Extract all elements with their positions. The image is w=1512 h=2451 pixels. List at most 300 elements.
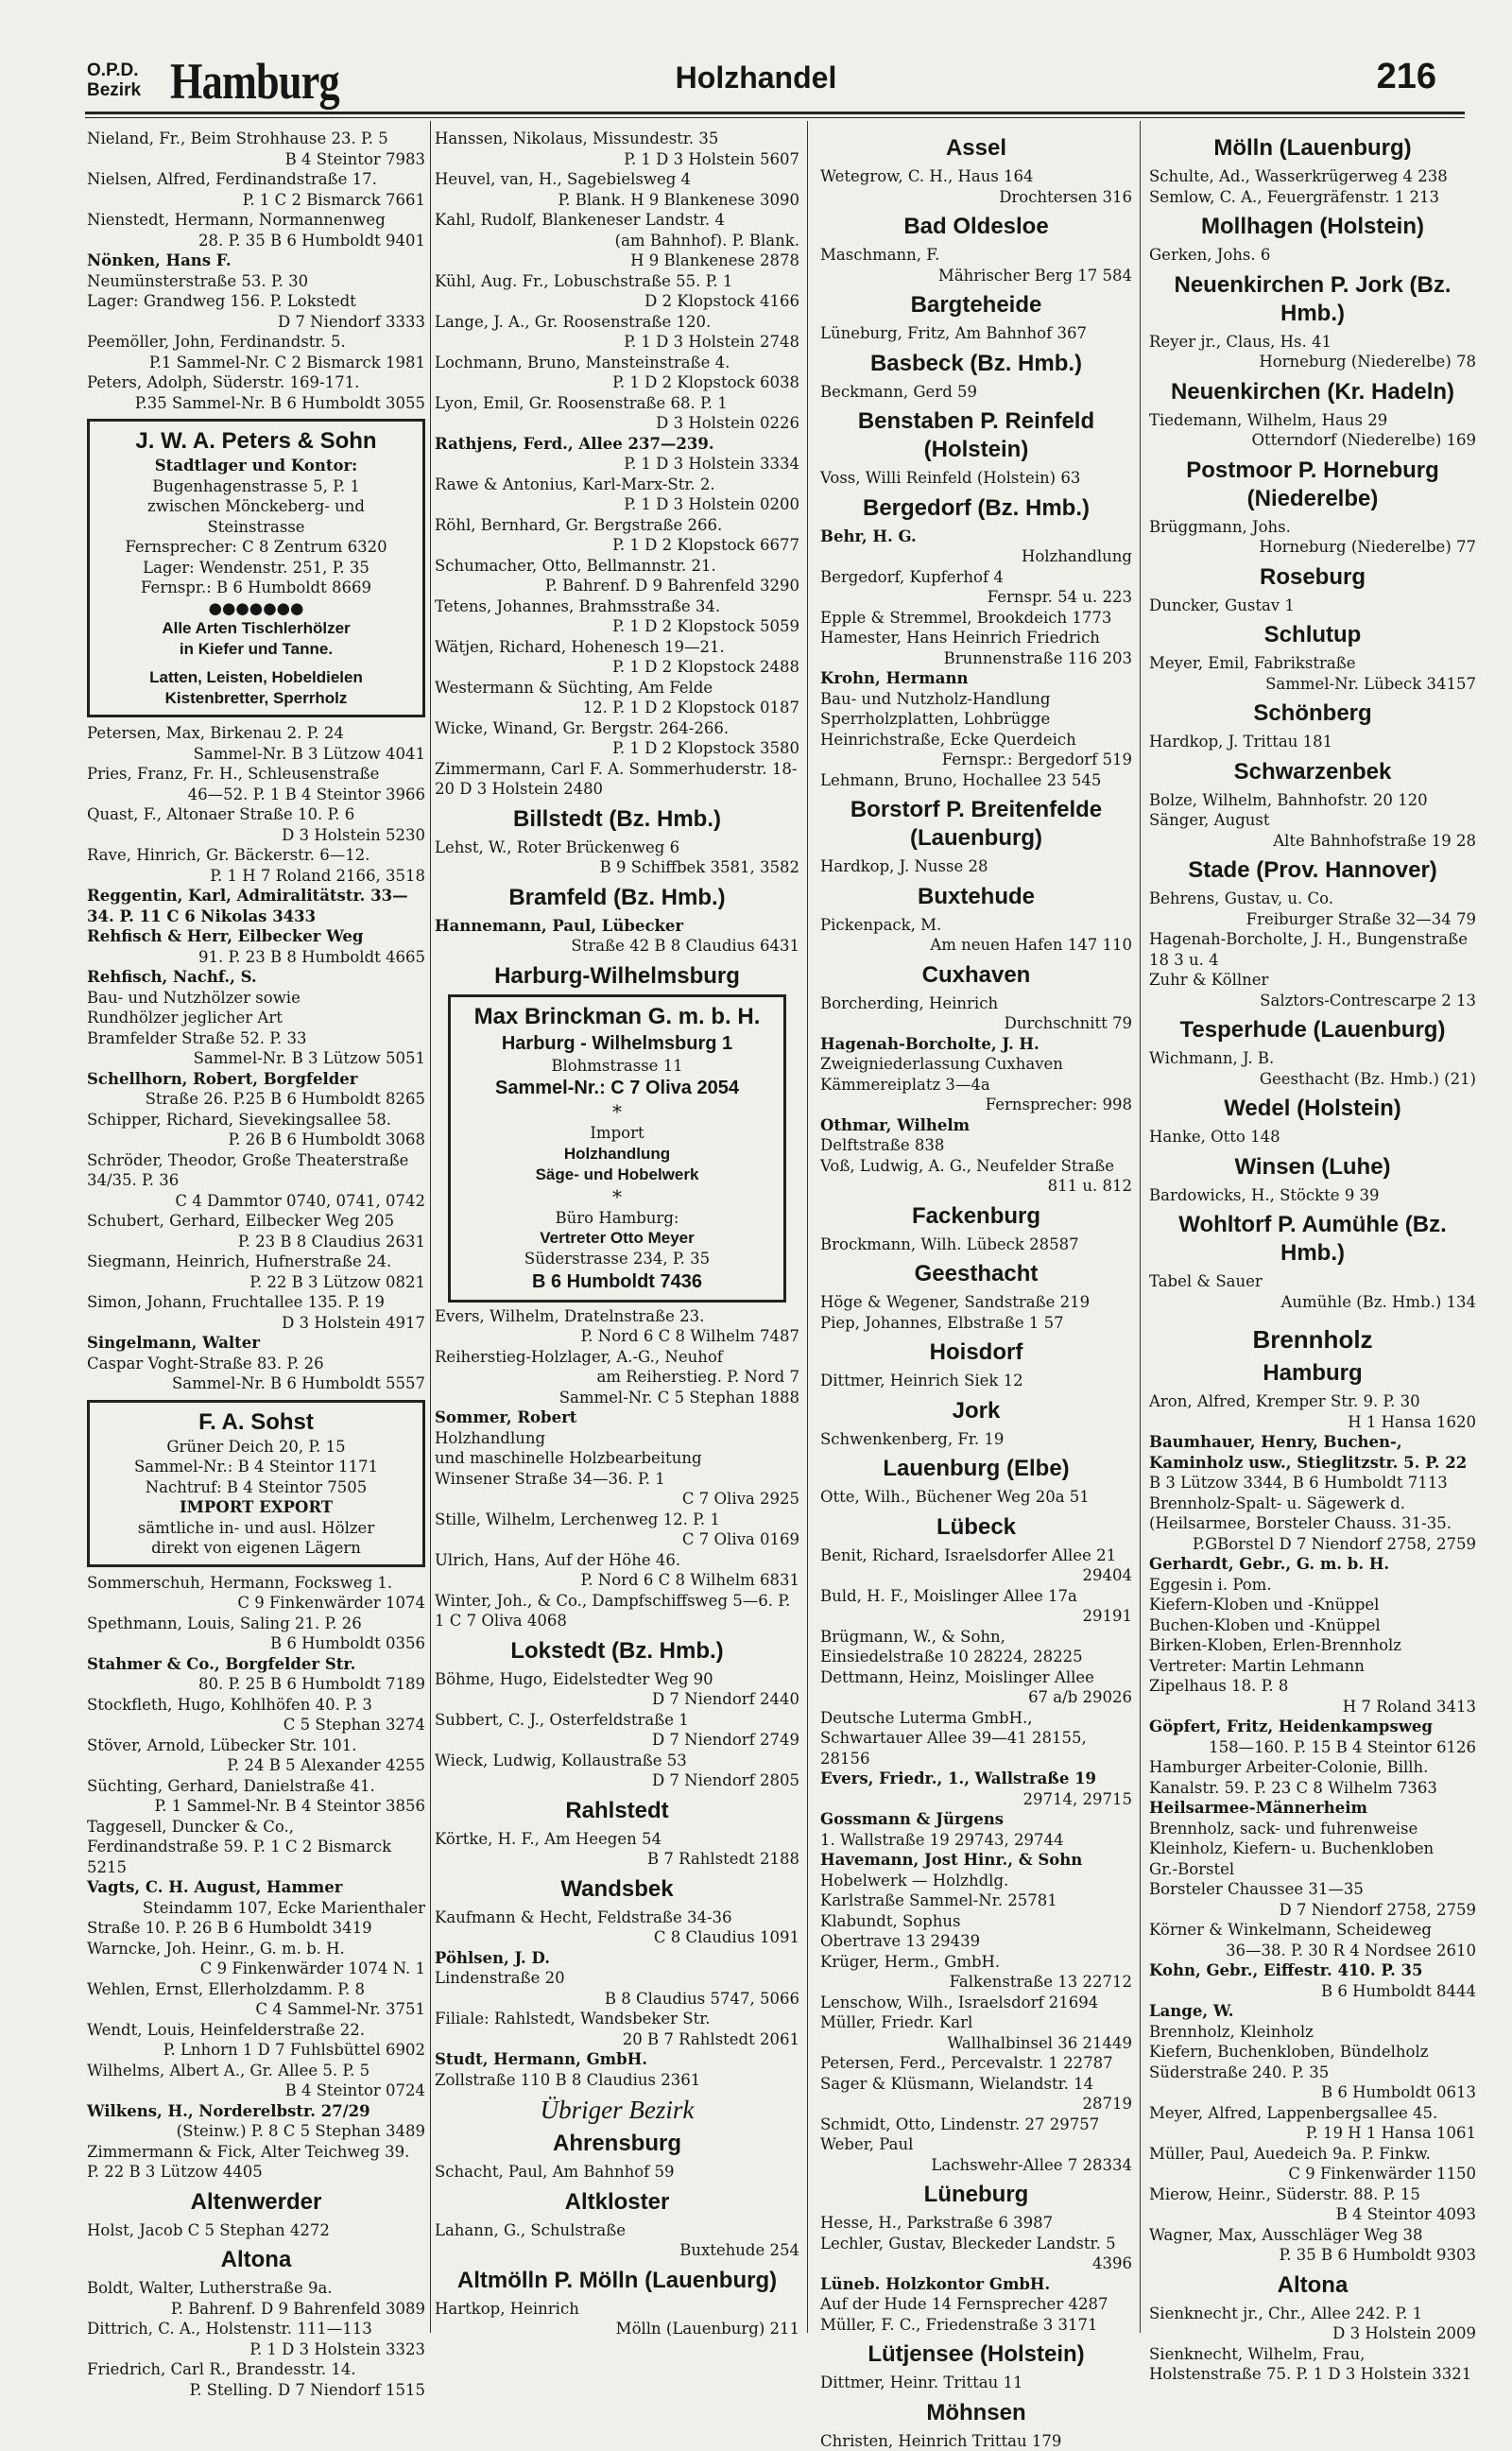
ad-star: * xyxy=(458,1185,776,1208)
entry-text: Dettmann, Heinz, Moislinger Allee xyxy=(820,1667,1132,1688)
entry-text: Brennholz, sack- und fuhrenweise xyxy=(1149,1819,1476,1839)
directory-entry xyxy=(820,546,1132,567)
entry-detail: Straße 42 B 8 Claudius 6431 xyxy=(435,936,799,957)
entry-detail: B 4 Steintor 0724 xyxy=(87,2080,425,2101)
entry-detail: B 4 Steintor 7983 xyxy=(87,149,425,170)
entry-detail: Buxtehude 254 xyxy=(435,2240,799,2261)
directory-entry xyxy=(435,1550,799,1591)
directory-entry xyxy=(435,2220,799,2261)
directory-entry xyxy=(1149,1635,1476,1656)
ad-line: Sammel-Nr.: C 7 Oliva 2054 xyxy=(458,1076,776,1100)
directory-entry xyxy=(435,271,799,312)
directory-entry xyxy=(435,556,799,596)
entry-text: Brennholz-Spalt- u. Sägewerk d. (Heilsarmee, Borsteler Chauss. 31-35. xyxy=(1149,1493,1476,1534)
entry-text: Lüneb. Holzkontor GmbH. xyxy=(820,2274,1132,2295)
directory-entry xyxy=(435,759,799,800)
entry-detail: P. 1 D 2 Klopstock 3580 xyxy=(435,738,799,759)
entry-text: Delftstraße 838 xyxy=(820,1135,1132,1156)
directory-entry xyxy=(87,1573,425,1614)
directory-entry xyxy=(1149,929,1476,970)
directory-entry xyxy=(1149,1859,1476,1880)
ad-line: Blohmstrasse 11 xyxy=(458,1056,776,1077)
directory-entry xyxy=(820,608,1132,629)
directory-entry xyxy=(87,988,425,1009)
directory-entry xyxy=(820,2294,1132,2315)
directory-entry xyxy=(435,637,799,678)
place-heading: Roseburg xyxy=(1149,563,1476,592)
entry-text: Reyer jr., Claus, Hs. 41 xyxy=(1149,332,1476,353)
entry-detail: Aumühle (Bz. Hmb.) 134 xyxy=(1149,1292,1476,1313)
entry-text: Wendt, Louis, Heinfelderstraße 22. xyxy=(87,2020,425,2041)
directory-entry xyxy=(87,723,425,764)
entry-detail: Freiburger Straße 32—34 79 xyxy=(1149,909,1476,930)
entry-text: Mierow, Heinr., Süderstr. 88. P. 15 xyxy=(1149,2184,1476,2205)
directory-entry xyxy=(435,1448,799,1469)
place-heading: Harburg-Wilhelmsburg xyxy=(435,962,799,991)
ad-line: Latten, Leisten, Hobeldielen xyxy=(97,667,415,688)
ad-line: sämtliche in- und ausl. Hölzer xyxy=(97,1518,415,1539)
entry-text: Hamburger Arbeiter-Colonie, Billh. Kanalstr. 59. P. 23 C 8 Wilhelm 7363 xyxy=(1149,1757,1476,1798)
directory-entry xyxy=(435,250,799,271)
directory-entry xyxy=(1149,2103,1476,2144)
directory-entry xyxy=(1149,1615,1476,1636)
entry-text: Subbert, C. J., Osterfeldstraße 1 xyxy=(435,1710,799,1731)
entry-text: Gossmann & Jürgens xyxy=(820,1809,1132,1830)
directory-entry xyxy=(820,1993,1132,2013)
entry-text: Zweigniederlassung Cuxhaven xyxy=(820,1054,1132,1075)
entry-text: Süderstraße 240. P. 35 xyxy=(1149,2063,1476,2083)
entry-list xyxy=(435,1306,799,1631)
entry-detail: Straße 26. P.25 B 6 Humboldt 8265 xyxy=(87,1089,425,1110)
entry-text: Kaufmann & Hecht, Feldstraße 34-36 xyxy=(435,1907,799,1928)
directory-entry xyxy=(435,475,799,515)
directory-entry xyxy=(435,515,799,556)
directory-entry xyxy=(820,1034,1132,1055)
directory-entry xyxy=(1149,2144,1476,2184)
page-header xyxy=(0,0,1512,112)
ad-line: Bugenhagenstrasse 5, P. 1 xyxy=(97,476,415,497)
directory-entry xyxy=(87,271,425,292)
entry-text: Vagts, C. H. August, Hammer xyxy=(87,1877,425,1898)
directory-entry xyxy=(435,210,799,250)
directory-entry xyxy=(1149,1757,1476,1798)
directory-entry xyxy=(87,2061,425,2101)
place-heading: Lüneburg xyxy=(820,2181,1132,2209)
column-2 xyxy=(435,129,799,2331)
directory-entry xyxy=(1149,1838,1476,1859)
entry-text: Wichmann, J. B. xyxy=(1149,1048,1476,1069)
entry-text: Pickenpack, M. xyxy=(820,915,1132,936)
page-number: 216 xyxy=(1377,57,1436,97)
entry-text: Schumacher, Otto, Bellmannstr. 21. xyxy=(435,556,799,577)
ad-separator: ●●●●●●● xyxy=(97,598,415,619)
entry-text: Rathjens, Ferd., Allee 237—239. xyxy=(435,434,799,455)
place-heading: Fackenburg xyxy=(820,1202,1132,1231)
entry-detail: P. 1 D 3 Holstein 0200 xyxy=(435,494,799,515)
directory-entry xyxy=(820,2213,1132,2234)
entry-text: Caspar Voght-Straße 83. P. 26 xyxy=(87,1354,425,1374)
directory-entry xyxy=(87,2142,425,2183)
entry-detail: Sammel-Nr. Lübeck 34157 xyxy=(1149,674,1476,695)
entry-text: Hartkop, Heinrich xyxy=(435,2299,799,2320)
entry-text: Pöhlsen, J. D. xyxy=(435,1948,799,1969)
entry-text: Bardowicks, H., Stöckte 9 39 xyxy=(1149,1185,1476,1206)
entry-detail: Brunnenstraße 116 203 xyxy=(820,648,1132,669)
entry-text: Nienstedt, Hermann, Normannenweg xyxy=(87,210,425,231)
column-1 xyxy=(87,129,425,2331)
directory-entry xyxy=(87,2101,425,2142)
directory-entry xyxy=(820,2074,1132,2114)
entry-detail: P. Lnhorn 1 D 7 Fuhlsbüttel 6902 xyxy=(87,2040,425,2061)
directory-entry xyxy=(435,2070,799,2091)
directory-entry xyxy=(87,1654,425,1695)
entry-text: Dittmer, Heinr. Trittau 11 xyxy=(820,2373,1132,2393)
entry-text: Epple & Stremmel, Brookdeich 1773 xyxy=(820,608,1132,629)
entry-text: Duncker, Gustav 1 xyxy=(1149,595,1476,616)
place-heading: Altona xyxy=(87,2246,425,2274)
entry-detail: Mölln (Lauenburg) 211 xyxy=(435,2319,799,2339)
entry-text: Piep, Johannes, Elbstraße 1 57 xyxy=(820,1313,1132,1334)
section-title: Holzhandel xyxy=(0,60,1512,95)
entry-text: Hagenah-Borcholte, J. H. xyxy=(820,1034,1132,1055)
ad-title: Max Brinckman G. m. b. H. xyxy=(458,1003,776,1031)
entry-text: Krohn, Hermann xyxy=(820,668,1132,689)
entry-detail: B 7 Rahlstedt 2188 xyxy=(435,1849,799,1870)
entry-text: Müller, F. C., Friedenstraße 3 3171 xyxy=(820,2315,1132,2336)
ad-line: Lager: Wendenstr. 251, P. 35 xyxy=(97,558,415,578)
entry-detail: P. 1 D 2 Klopstock 6038 xyxy=(435,372,799,393)
entry-text: Röhl, Bernhard, Gr. Bergstraße 266. xyxy=(435,515,799,536)
directory-entry xyxy=(435,2299,799,2339)
directory-entry xyxy=(87,1877,425,1918)
entry-text: Rehfisch & Herr, Eilbecker Weg xyxy=(87,926,425,947)
entry-text: Tabel & Sauer xyxy=(1149,1271,1476,1292)
entry-text: Filiale: Rahlstedt, Wandsbeker Str. xyxy=(435,2009,799,2029)
entry-detail: 29714, 29715 xyxy=(820,1789,1132,1810)
entry-text: Stille, Wilhelm, Lerchenweg 12. P. 1 xyxy=(435,1510,799,1530)
entry-text: Körtke, H. F., Am Heegen 54 xyxy=(435,1829,799,1850)
directory-entry xyxy=(820,1292,1132,1313)
directory-entry xyxy=(820,382,1132,403)
directory-entry xyxy=(87,2220,425,2241)
directory-entry xyxy=(87,250,425,271)
opd-text: O.P.D. xyxy=(87,60,139,80)
entry-detail: C 7 Oliva 0169 xyxy=(435,1529,799,1550)
directory-entry xyxy=(87,1735,425,1776)
entry-text: Kohn, Gebr., Eiffestr. 410. P. 35 xyxy=(1149,1960,1476,1981)
ad-sohst xyxy=(87,1400,425,1567)
directory-entry xyxy=(820,2315,1132,2336)
entry-detail: (am Bahnhof). P. Blank. xyxy=(435,231,799,251)
entry-text: Havemann, Jost Hinr., & Sohn xyxy=(820,1850,1132,1871)
entry-text: Siegmann, Heinrich, Hufnerstraße 24. xyxy=(87,1251,425,1272)
entry-list xyxy=(1149,134,1476,1312)
place-heading: Hamburg xyxy=(1149,1359,1476,1388)
directory-entry xyxy=(87,1695,425,1735)
ad-line: Sammel-Nr.: B 4 Steintor 1171 xyxy=(97,1457,415,1477)
entry-text: Schröder, Theodor, Große Theaterstraße 34/35. P. 36 xyxy=(87,1150,425,1191)
entry-text: Heuvel, van, H., Sagebielsweg 4 xyxy=(435,169,799,190)
directory-entry xyxy=(435,2162,799,2183)
entry-detail: P. 1 D 3 Holstein 5607 xyxy=(435,149,799,170)
entry-detail: P.1 Sammel-Nr. C 2 Bismarck 1981 xyxy=(87,353,425,373)
directory-entry xyxy=(87,1028,425,1069)
directory-entry xyxy=(435,1968,799,1989)
entry-list xyxy=(435,1907,799,2091)
entry-detail: Drochtersen 316 xyxy=(820,187,1132,208)
entry-detail: Mährischer Berg 17 584 xyxy=(820,266,1132,286)
entry-text: Lenschow, Wilh., Israelsdorf 21694 xyxy=(820,1993,1132,2013)
place-heading: Lübeck xyxy=(820,1513,1132,1542)
entry-text: Lange, J. A., Gr. Roosenstraße 120. xyxy=(435,312,799,333)
entry-detail: D 3 Holstein 5230 xyxy=(87,825,425,846)
entry-text: Evers, Wilhelm, Dratelnstraße 23. xyxy=(435,1306,799,1327)
place-heading: Bargteheide xyxy=(820,291,1132,319)
entry-list xyxy=(435,2220,799,2261)
directory-entry xyxy=(1149,517,1476,558)
directory-entry xyxy=(87,291,425,332)
entry-detail: 36—38. P. 30 R 4 Nordsee 2610 xyxy=(1149,1941,1476,1961)
place-heading: Möhnsen xyxy=(820,2399,1132,2427)
place-heading: Billstedt (Bz. Hmb.) xyxy=(435,805,799,834)
directory-entry xyxy=(820,2373,1132,2393)
place-heading: Lokstedt (Bz. Hmb.) xyxy=(435,1637,799,1666)
entry-text: Taggesell, Duncker & Co., Ferdinandstraße 59. P. 1 C 2 Bismarck 5215 xyxy=(87,1817,425,1878)
directory-entry xyxy=(820,1115,1132,1136)
entry-text: Sperrholzplatten, Lohbrügge xyxy=(820,709,1132,730)
entry-detail: 29404 xyxy=(820,1565,1132,1586)
ad-line: Büro Hamburg: xyxy=(458,1208,776,1229)
entry-text: Brennholz, Kleinholz xyxy=(1149,2022,1476,2043)
entry-text: Sommer, Robert xyxy=(435,1407,799,1428)
entry-text: Boldt, Walter, Lutherstraße 9a. xyxy=(87,2278,425,2299)
place-heading: Jork xyxy=(820,1397,1132,1425)
directory-entry xyxy=(435,678,799,718)
entry-text: Sienknecht, Wilhelm, Frau, Holstenstraße 75. P. 1 D 3 Holstein 3321 xyxy=(1149,2344,1476,2385)
directory-entry xyxy=(1149,1798,1476,1819)
entry-text: Lechler, Gustav, Bleckeder Landstr. 5 xyxy=(820,2234,1132,2254)
entry-text: Baumhauer, Henry, Buchen-, Kaminholz usw., Stieglitzstr. 5. P. 22 xyxy=(1149,1432,1476,1473)
ad-line: Alle Arten Tischlerhölzer xyxy=(97,618,415,639)
entry-list xyxy=(1149,1391,1476,2266)
ad-line: Grüner Deich 20, P. 15 xyxy=(97,1437,415,1458)
ad-peters-sohn xyxy=(87,419,425,717)
directory-entry xyxy=(820,993,1132,1034)
column-3 xyxy=(820,129,1132,2331)
entry-text: Straße 10. P. 26 B 6 Humboldt 3419 xyxy=(87,1918,425,1939)
entry-text: Petersen, Ferd., Percevalstr. 1 22787 xyxy=(820,2053,1132,2074)
directory-entry xyxy=(1149,1656,1476,1677)
entry-text: Kleinholz, Kiefern- u. Buchenkloben xyxy=(1149,1838,1476,1859)
entry-detail: Holzhandlung xyxy=(820,546,1132,567)
entry-text: Wieck, Ludwig, Kollaustraße 53 xyxy=(435,1751,799,1771)
directory-entry xyxy=(1149,245,1476,266)
entry-list xyxy=(87,723,425,1394)
entry-detail: Steindamm 107, Ecke Marienthaler xyxy=(87,1898,425,1919)
entry-detail: Otterndorf (Niederelbe) 169 xyxy=(1149,430,1476,451)
directory-entry xyxy=(1149,1473,1476,1493)
directory-entry xyxy=(1149,595,1476,616)
entry-text: Quast, F., Altonaer Straße 10. P. 6 xyxy=(87,804,425,825)
entry-detail: P. 1 C 2 Bismarck 7661 xyxy=(87,190,425,211)
entry-text: Beckmann, Gerd 59 xyxy=(820,382,1132,403)
directory-entry xyxy=(820,526,1132,547)
entry-text: Hannemann, Paul, Lübecker xyxy=(435,916,799,937)
place-heading: Neuenkirchen (Kr. Hadeln) xyxy=(1149,378,1476,406)
directory-entry xyxy=(820,1627,1132,1667)
entry-list xyxy=(435,1829,799,1870)
directory-entry xyxy=(1149,1879,1476,1900)
directory-entry xyxy=(87,2020,425,2061)
entry-text: Maschmann, F. xyxy=(820,245,1132,266)
directory-entry xyxy=(87,1008,425,1028)
entry-detail: P. 19 H 1 Hansa 1061 xyxy=(1149,2123,1476,2144)
entry-text: Westermann & Süchting, Am Felde xyxy=(435,678,799,699)
entry-text: Kahl, Rudolf, Blankeneser Landstr. 4 xyxy=(435,210,799,231)
place-heading: Geesthacht xyxy=(820,1260,1132,1288)
ad-star: * xyxy=(458,1100,776,1123)
directory-entry xyxy=(820,770,1132,791)
entry-text: Dittrich, C. A., Holstenstr. 111—113 xyxy=(87,2319,425,2339)
place-heading: Stade (Prov. Hannover) xyxy=(1149,856,1476,885)
entry-text: B 3 Lützow 3344, B 6 Humboldt 7113 xyxy=(1149,1473,1476,1493)
entry-detail: Alte Bahnhofstraße 19 28 xyxy=(1149,831,1476,852)
directory-entry xyxy=(820,1890,1132,1911)
entry-detail: P. 23 B 8 Claudius 2631 xyxy=(87,1232,425,1252)
directory-entry xyxy=(820,689,1132,710)
entry-text: Hanke, Otto 148 xyxy=(1149,1127,1476,1148)
entry-detail: D 7 Niendorf 2440 xyxy=(435,1689,799,1710)
entry-text: Sänger, August xyxy=(1149,810,1476,831)
entry-text: Lindenstraße 20 xyxy=(435,1968,799,1989)
entry-detail: H 7 Roland 3413 xyxy=(1149,1697,1476,1717)
entry-detail: D 7 Niendorf 2805 xyxy=(435,1770,799,1791)
entry-list xyxy=(87,2278,425,2400)
ad-line: Nachtruf: B 4 Steintor 7505 xyxy=(97,1477,415,1498)
entry-text: Zimmermann, Carl F. A. Sommerhuderstr. 18-20 D 3 Holstein 2480 xyxy=(435,759,799,800)
entry-text: Schwenkenberg, Fr. 19 xyxy=(820,1429,1132,1450)
directory-entry xyxy=(435,916,799,957)
entry-text: Weber, Paul xyxy=(820,2134,1132,2155)
place-heading: Basbeck (Bz. Hmb.) xyxy=(820,350,1132,378)
directory-entry xyxy=(820,1371,1132,1391)
ad-line: Holzhandlung xyxy=(458,1144,776,1165)
directory-entry xyxy=(820,2234,1132,2274)
entry-detail: 158—160. P. 15 B 4 Steintor 6126 xyxy=(1149,1737,1476,1758)
entry-text: Buchen-Kloben und -Knüppel xyxy=(1149,1615,1476,1636)
entry-text: Winsener Straße 34—36. P. 1 xyxy=(435,1469,799,1490)
entry-detail: Sammel-Nr. B 3 Lützow 5051 xyxy=(87,1048,425,1069)
directory-entry xyxy=(435,1510,799,1550)
directory-entry xyxy=(820,1156,1132,1197)
entry-text: Borsteler Chaussee 31—35 xyxy=(1149,1879,1476,1900)
entry-detail: P. 1 D 2 Klopstock 2488 xyxy=(435,657,799,678)
directory-entry xyxy=(435,1669,799,1710)
directory-entry xyxy=(820,1850,1132,1871)
entry-text: Brüggmann, Johs. xyxy=(1149,517,1476,538)
directory-entry xyxy=(820,166,1132,207)
entry-text: Singelmann, Walter xyxy=(87,1333,425,1354)
entry-detail: 20 B 7 Rahlstedt 2061 xyxy=(435,2029,799,2050)
entry-text: Hesse, H., Parkstraße 6 3987 xyxy=(820,2213,1132,2234)
entry-detail: C 7 Oliva 2925 xyxy=(435,1489,799,1510)
entry-text: Hobelwerk — Holzhdlg. xyxy=(820,1871,1132,1891)
directory-entry xyxy=(87,845,425,886)
directory-entry xyxy=(820,1487,1132,1508)
entry-text: Benit, Richard, Israelsdorfer Allee 21 xyxy=(820,1545,1132,1566)
entry-text: Reiherstieg-Holzlager, A.-G., Neuhof xyxy=(435,1347,799,1368)
entry-text: Studt, Hermann, GmbH. xyxy=(435,2049,799,2070)
directory-entry xyxy=(435,2049,799,2070)
entry-detail: B 6 Humboldt 8444 xyxy=(1149,1981,1476,2002)
directory-entry xyxy=(1149,1819,1476,1839)
entry-text: Gerhardt, Gebr., G. m. b. H. xyxy=(1149,1554,1476,1575)
directory-entry xyxy=(820,2012,1132,2053)
entry-detail: Falkenstraße 13 22712 xyxy=(820,1972,1132,1993)
directory-entry xyxy=(87,1333,425,1354)
entry-detail: P. 1 Sammel-Nr. B 4 Steintor 3856 xyxy=(87,1796,425,1817)
entry-detail: Fernspr. 54 u. 223 xyxy=(820,587,1132,608)
directory-entry xyxy=(820,709,1132,730)
city-title: Hamburg xyxy=(170,53,339,110)
entry-text: Obertrave 13 29439 xyxy=(820,1931,1132,1952)
directory-entry xyxy=(1149,1697,1476,1717)
place-heading: Cuxhaven xyxy=(820,961,1132,990)
place-heading: Schwarzenbek xyxy=(1149,758,1476,786)
entry-detail: Salztors-Contrescarpe 2 13 xyxy=(1149,991,1476,1011)
entry-detail: C 4 Sammel-Nr. 3751 xyxy=(87,1999,425,2020)
entry-detail: D 7 Niendorf 2758, 2759 xyxy=(1149,1900,1476,1921)
directory-entry xyxy=(820,1911,1132,1932)
entry-text: Zipelhaus 18. P. 8 xyxy=(1149,1676,1476,1697)
entry-text: Wätjen, Richard, Hohenesch 19—21. xyxy=(435,637,799,658)
directory-entry xyxy=(435,2009,799,2049)
directory-entry xyxy=(435,1989,799,2010)
directory-entry xyxy=(820,1135,1132,1156)
entry-detail: H 1 Hansa 1620 xyxy=(1149,1412,1476,1433)
directory-entry xyxy=(1149,2184,1476,2225)
entry-detail: 46—52. P. 1 B 4 Steintor 3966 xyxy=(87,785,425,805)
entry-detail: Sammel-Nr. C 5 Stephan 1888 xyxy=(435,1388,799,1408)
entry-detail: Fernsprecher: 998 xyxy=(820,1095,1132,1115)
directory-entry xyxy=(1149,2022,1476,2043)
directory-entry xyxy=(87,1211,425,1251)
place-heading: Mölln (Lauenburg) xyxy=(1149,134,1476,163)
entry-text: Wehlen, Ernst, Ellerholzdamm. P. 8 xyxy=(87,1979,425,2000)
entry-text: Friedrich, Carl R., Brandesstr. 14. xyxy=(87,2359,425,2380)
entry-text: Gerken, Johs. 6 xyxy=(1149,245,1476,266)
place-heading: Bergedorf (Bz. Hmb.) xyxy=(820,494,1132,523)
entry-detail: D 3 Holstein 0226 xyxy=(435,413,799,434)
entry-text: Böhme, Hugo, Eidelstedter Weg 90 xyxy=(435,1669,799,1690)
entry-text: Petersen, Max, Birkenau 2. P. 24 xyxy=(87,723,425,744)
ad-line: Säge- und Hobelwerk xyxy=(458,1165,776,1185)
place-heading: Wohltorf P. Aumühle (Bz. Hmb.) xyxy=(1149,1211,1476,1268)
entry-text: Warncke, Joh. Heinr., G. m. b. H. xyxy=(87,1939,425,1959)
place-heading: Postmoor P. Horneburg (Niederelbe) xyxy=(1149,457,1476,513)
directory-entry xyxy=(435,1428,799,1449)
directory-entry xyxy=(1149,810,1476,851)
directory-entry xyxy=(1149,2344,1476,2385)
entry-detail: Durchschnitt 79 xyxy=(820,1013,1132,1034)
entry-detail: Am neuen Hafen 147 110 xyxy=(820,935,1132,956)
entry-text: Lehmann, Bruno, Hochallee 23 545 xyxy=(820,770,1132,791)
place-heading: Schlutup xyxy=(1149,621,1476,649)
directory-entry xyxy=(1149,970,1476,1010)
directory-entry xyxy=(87,886,425,926)
entry-detail: B 6 Humboldt 0613 xyxy=(1149,2082,1476,2103)
place-heading: Tesperhude (Lauenburg) xyxy=(1149,1016,1476,1044)
